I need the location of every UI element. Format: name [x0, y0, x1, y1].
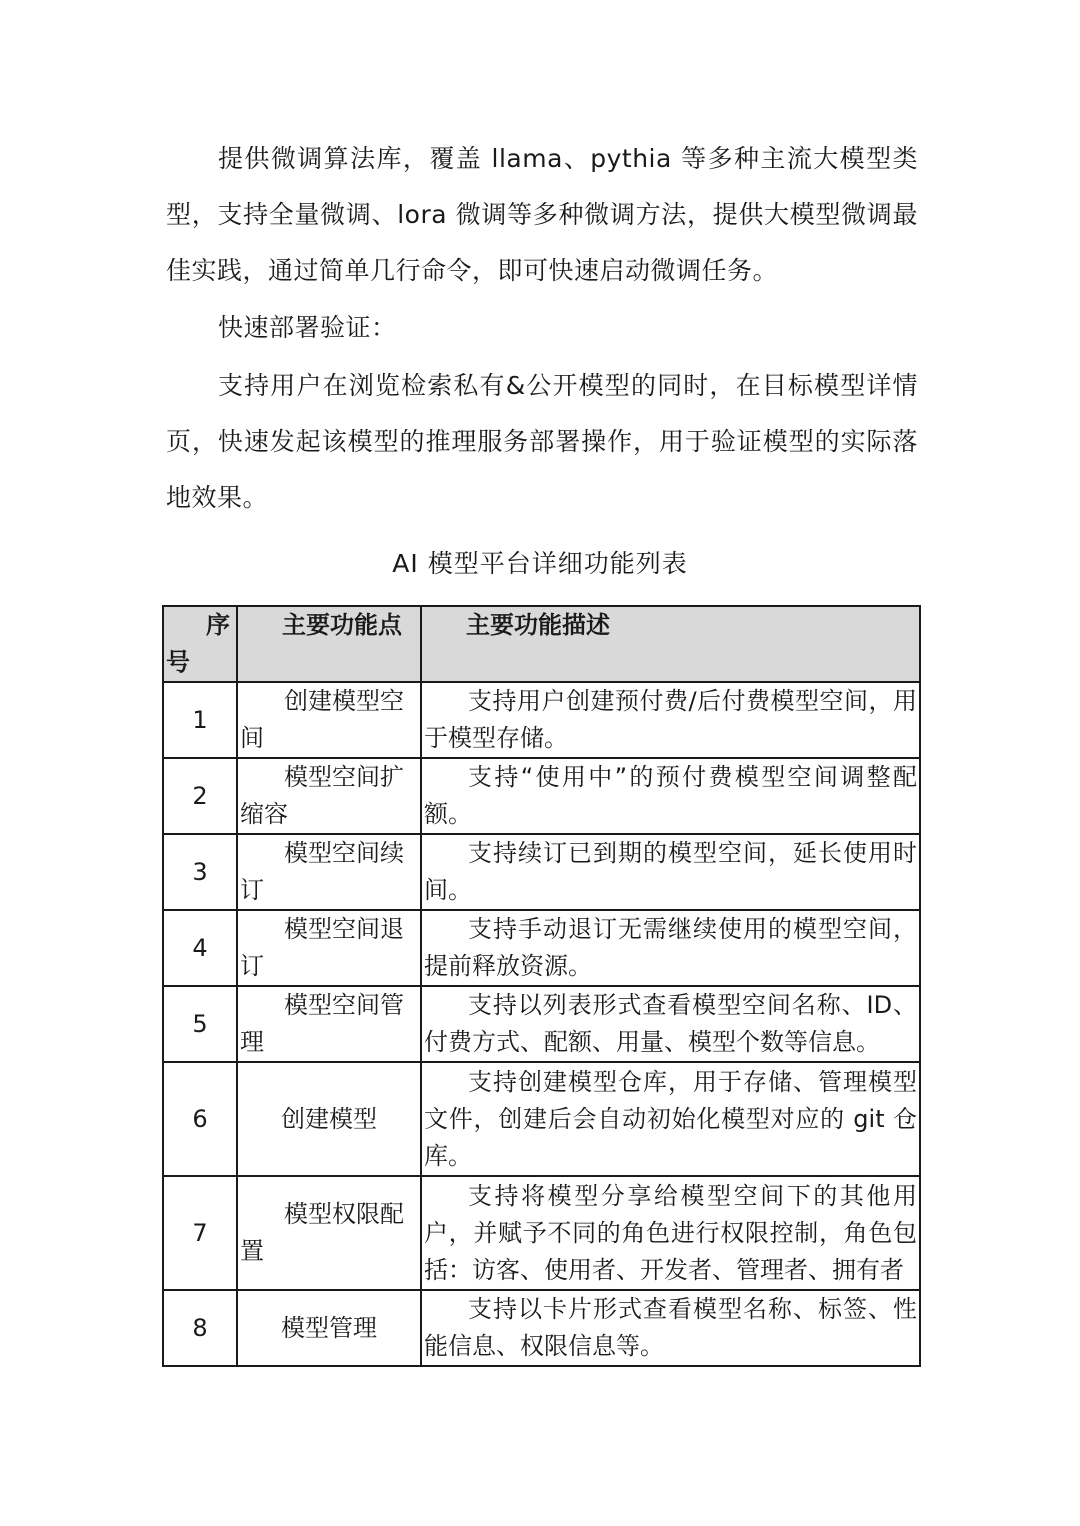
feature-table — [162, 605, 921, 1367]
row-feature — [237, 682, 421, 758]
row-description — [421, 910, 920, 986]
row-description-text: 支持手动退订无需继续使用的模型空间，提前释放资源。 — [424, 915, 917, 980]
table-row — [163, 986, 920, 1062]
row-description — [421, 682, 920, 758]
row-description-text: 支持以卡片形式查看模型名称、标签、性能信息、权限信息等。 — [424, 1295, 917, 1360]
header-number-line-2: 号 — [166, 648, 190, 676]
row-feature-text: 模型空间退订 — [240, 915, 404, 980]
row-feature — [237, 834, 421, 910]
row-feature-text: 模型空间续订 — [240, 839, 404, 904]
row-number: 5 — [163, 986, 237, 1062]
row-description-text: 支持创建模型仓库，用于存储、管理模型文件，创建后会自动初始化模型对应的 git 仓库。 — [424, 1067, 917, 1170]
header-number-line-1: 序 — [206, 611, 230, 639]
table-row — [163, 910, 920, 986]
row-feature — [237, 910, 421, 986]
row-description — [421, 758, 920, 834]
paragraph-finetune: 提供微调算法库，覆盖 llama、pythia 等多种主流大模型类型，支持全量微调、lora 微调等多种微调方法，提供大模型微调最佳实践，通过简单几行命令，即可快速启动微调任务。 — [166, 144, 918, 285]
row-description-text: 支持将模型分享给模型空间下的其他用户，并赋予不同的角色进行权限控制，角色包括：访客、使用者、开发者、管理者、拥有者 — [424, 1181, 917, 1284]
row-description-text: 支持以列表形式查看模型空间名称、ID、付费方式、配额、用量、模型个数等信息。 — [424, 991, 917, 1056]
table-row — [163, 1062, 920, 1176]
header-feature: 主要功能点 — [237, 606, 421, 682]
row-number: 2 — [163, 758, 237, 834]
table-row — [163, 758, 920, 834]
row-number: 1 — [163, 682, 237, 758]
table-row — [163, 834, 920, 910]
row-feature-text: 模型空间管理 — [240, 991, 404, 1056]
row-feature — [237, 1062, 421, 1176]
row-feature — [237, 1176, 421, 1290]
header-number — [163, 606, 237, 682]
table-header-row — [163, 606, 920, 682]
row-feature-text: 创建模型空间 — [240, 687, 404, 752]
row-feature — [237, 758, 421, 834]
row-description-text: 支持续订已到期的模型空间，延长使用时间。 — [424, 839, 917, 904]
row-description — [421, 1176, 920, 1290]
table-row — [163, 1176, 920, 1290]
row-description — [421, 986, 920, 1062]
header-description: 主要功能描述 — [421, 606, 920, 682]
row-feature — [237, 1290, 421, 1366]
row-description — [421, 834, 920, 910]
row-feature-text: 创建模型 — [281, 1104, 377, 1133]
row-feature-text: 模型权限配置 — [240, 1200, 404, 1265]
paragraph-deploy: 支持用户在浏览检索私有&公开模型的同时，在目标模型详情页，快速发起该模型的推理服务部署操作，用于验证模型的实际落地效果。 — [166, 371, 918, 512]
row-number: 7 — [163, 1176, 237, 1290]
table-caption: AI 模型平台详细功能列表 — [392, 549, 688, 578]
row-description — [421, 1062, 920, 1176]
row-description-text: 支持用户创建预付费/后付费模型空间，用于模型存储。 — [424, 687, 917, 752]
table-row — [163, 682, 920, 758]
row-number: 6 — [163, 1062, 237, 1176]
row-feature — [237, 986, 421, 1062]
row-number: 3 — [163, 834, 237, 910]
row-feature-text: 模型空间扩缩容 — [240, 763, 404, 828]
paragraph-deploy-heading: 快速部署验证： — [218, 313, 397, 342]
row-number: 4 — [163, 910, 237, 986]
row-feature-text: 模型管理 — [281, 1313, 377, 1342]
row-number: 8 — [163, 1290, 237, 1366]
table-row — [163, 1290, 920, 1366]
row-description — [421, 1290, 920, 1366]
row-description-text: 支持“使用中”的预付费模型空间调整配额。 — [424, 763, 917, 828]
